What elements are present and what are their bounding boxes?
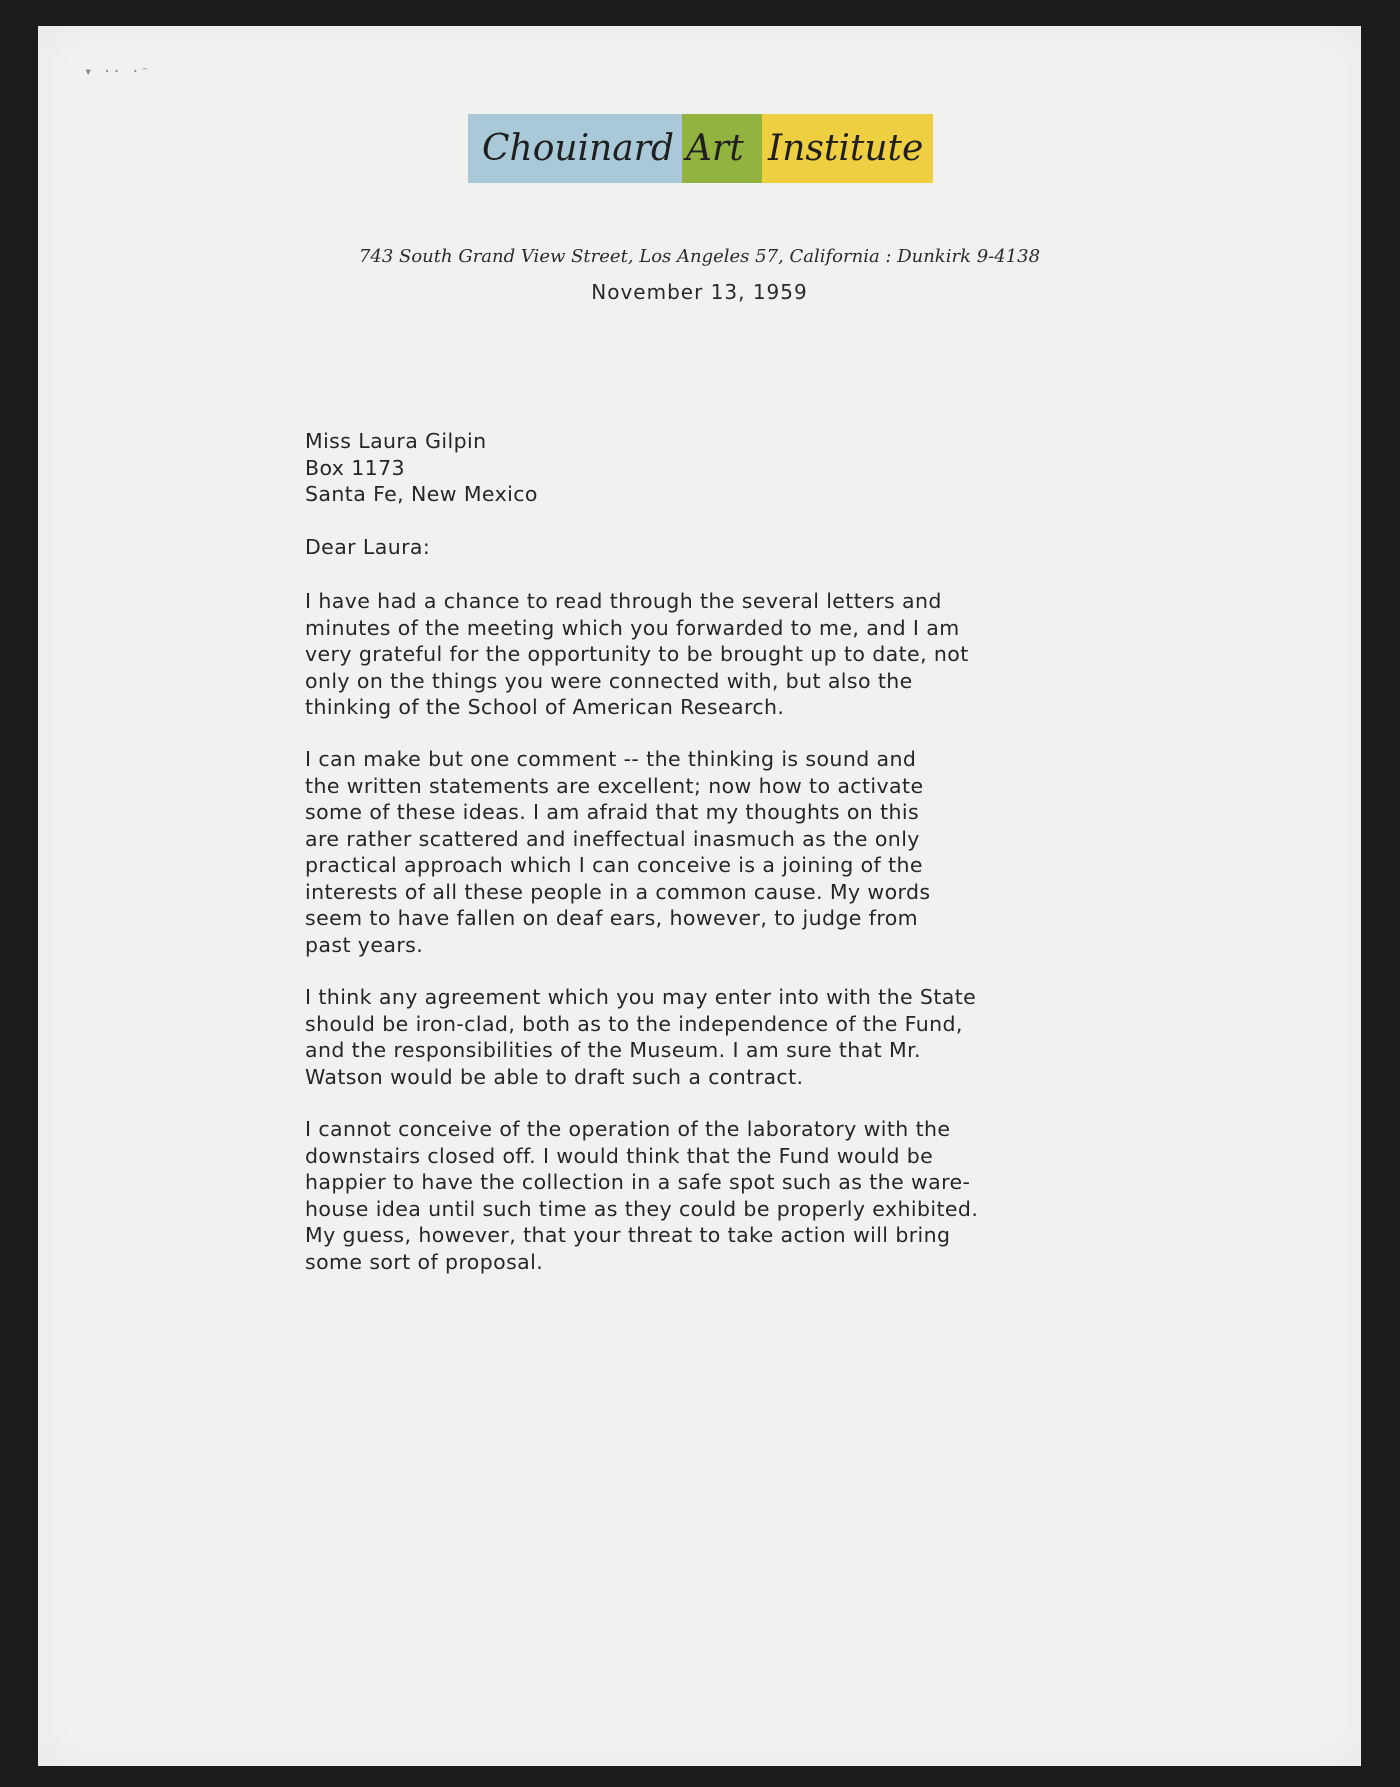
body-line: happier to have the collection in a safe spot such as the ware- — [305, 1170, 971, 1194]
body-line: My guess, however, that your threat to take action will bring — [305, 1223, 951, 1247]
body-line: should be iron-clad, both as to the independence of the Fund, — [305, 1011, 963, 1036]
body-line: house idea until such time as they could be properly exhibited. — [305, 1196, 979, 1221]
letterhead-address: 743 South Grand View Street, Los Angeles 57, California : Dunkirk 9-4138 — [358, 246, 1041, 267]
logo-word-institute: Institute — [762, 114, 933, 183]
paragraph-3 — [305, 984, 1245, 1090]
body-line: only on the things you were connected with, but also the — [305, 668, 913, 693]
letter-page — [38, 26, 1361, 1766]
recipient-line: Box 1173 — [305, 455, 405, 480]
body-line: very grateful for the opportunity to be brought up to date, not — [305, 642, 969, 666]
letter-date: November 13, 1959 — [591, 280, 808, 304]
body-line: seem to have fallen on deaf ears, however, to judge from — [305, 906, 919, 930]
body-line: minutes of the meeting which you forwarded to me, and I am — [305, 615, 960, 640]
institute-logo — [468, 114, 933, 183]
body-line: I can make but one comment -- the thinking is sound and — [305, 747, 917, 771]
logo-word-chouinard: Chouinard — [468, 114, 682, 183]
paragraph-2 — [305, 746, 1245, 958]
salutation: Dear Laura: — [305, 535, 431, 559]
body-line: the written statements are excellent; now how to activate — [305, 773, 924, 798]
body-line: thinking of the School of American Research. — [305, 695, 785, 719]
body-line: some sort of proposal. — [305, 1249, 544, 1274]
body-line: and the responsibilities of the Museum. I am sure that Mr. — [305, 1038, 921, 1062]
body-line: I think any agreement which you may enter into with the State — [305, 985, 977, 1009]
body-line: I cannot conceive of the operation of the laboratory with the — [305, 1117, 951, 1141]
body-line: practical approach which I can conceive is a joining of the — [305, 853, 923, 877]
body-line: I have had a chance to read through the several letters and — [305, 589, 942, 613]
paragraph-1 — [305, 588, 1245, 721]
recipient-address — [305, 428, 1245, 508]
logo-word-art: Art — [682, 114, 762, 183]
body-line: some of these ideas. I am afraid that my thoughts on this — [305, 800, 920, 824]
recipient-line: Santa Fe, New Mexico — [305, 482, 538, 506]
corner-pencil-mark: ▾ ·· ·⁻ — [84, 64, 151, 80]
body-line: interests of all these people in a common cause. My words — [305, 879, 931, 904]
paragraph-4 — [305, 1116, 1245, 1275]
body-line: Watson would be able to draft such a contract. — [305, 1064, 804, 1089]
body-line: downstairs closed off. I would think that the Fund would be — [305, 1143, 934, 1168]
recipient-line: Miss Laura Gilpin — [305, 429, 487, 453]
body-line: are rather scattered and ineffectual inasmuch as the only — [305, 826, 920, 851]
body-line: past years. — [305, 932, 424, 957]
